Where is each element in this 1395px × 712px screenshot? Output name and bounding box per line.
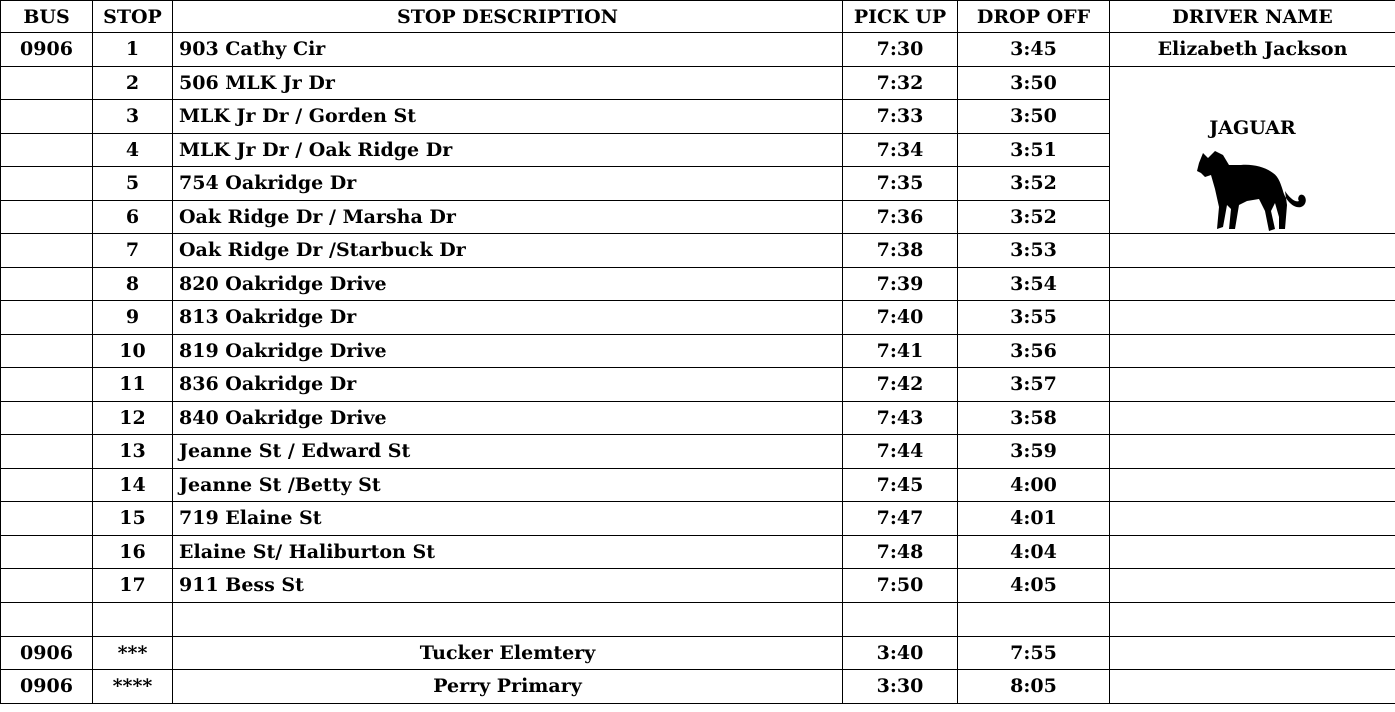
bus-cell <box>1 334 93 368</box>
stop-description: 819 Oakridge Drive <box>173 334 843 368</box>
stop-description: Jeanne St / Edward St <box>173 435 843 469</box>
driver-cell <box>1110 301 1395 335</box>
pick-up-time: 3:40 <box>843 636 958 670</box>
stop-number: 3 <box>93 100 173 134</box>
bus-cell <box>1 368 93 402</box>
bus-cell <box>1 569 93 603</box>
drop-off-time: 3:52 <box>958 167 1110 201</box>
stop-number: 8 <box>93 267 173 301</box>
stop-number: 1 <box>93 33 173 67</box>
driver-name: Elizabeth Jackson <box>1110 33 1395 67</box>
stop-description: 506 MLK Jr Dr <box>173 66 843 100</box>
bus-cell <box>1 100 93 134</box>
driver-cell <box>1110 535 1395 569</box>
pick-up-time: 3:30 <box>843 670 958 704</box>
stop-description: 813 Oakridge Dr <box>173 301 843 335</box>
drop-off-time: 4:05 <box>958 569 1110 603</box>
pick-up-time: 7:36 <box>843 200 958 234</box>
blank-row <box>1 602 1395 636</box>
stop-number: **** <box>93 670 173 704</box>
pick-up-time: 7:33 <box>843 100 958 134</box>
blank-cell <box>843 602 958 636</box>
driver-cell <box>1110 670 1395 704</box>
school-name: Tucker Elemtery <box>173 636 843 670</box>
drop-off-time: 3:52 <box>958 200 1110 234</box>
driver-cell <box>1110 569 1395 603</box>
stop-number: *** <box>93 636 173 670</box>
mascot-cell <box>1110 66 1395 139</box>
bus-cell <box>1 267 93 301</box>
blank-cell <box>173 602 843 636</box>
drop-off-time: 3:59 <box>958 435 1110 469</box>
bus-cell <box>1 234 93 268</box>
jaguar-icon <box>1193 145 1313 237</box>
table-row <box>1 435 1395 469</box>
driver-cell <box>1110 636 1395 670</box>
blank-cell <box>93 602 173 636</box>
stop-number: 4 <box>93 133 173 167</box>
stop-number: 9 <box>93 301 173 335</box>
drop-off-time: 4:01 <box>958 502 1110 536</box>
header-driver-name: DRIVER NAME <box>1110 1 1395 33</box>
pick-up-time: 7:34 <box>843 133 958 167</box>
header-row <box>1 1 1395 33</box>
pick-up-time: 7:47 <box>843 502 958 536</box>
pick-up-time: 7:30 <box>843 33 958 67</box>
stop-number: 13 <box>93 435 173 469</box>
stop-description: MLK Jr Dr / Gorden St <box>173 100 843 134</box>
table-row <box>1 234 1395 268</box>
drop-off-time: 3:50 <box>958 66 1110 100</box>
drop-off-time: 3:58 <box>958 401 1110 435</box>
bus-cell <box>1 401 93 435</box>
driver-cell <box>1110 368 1395 402</box>
table-row <box>1 301 1395 335</box>
drop-off-time: 3:53 <box>958 234 1110 268</box>
drop-off-time: 8:05 <box>958 670 1110 704</box>
blank-cell <box>1110 602 1395 636</box>
pick-up-time: 7:38 <box>843 234 958 268</box>
table-row <box>1 267 1395 301</box>
pick-up-time: 7:43 <box>843 401 958 435</box>
drop-off-time: 3:55 <box>958 301 1110 335</box>
bus-cell: 0906 <box>1 636 93 670</box>
drop-off-time: 3:50 <box>958 100 1110 134</box>
table-row <box>1 334 1395 368</box>
bus-cell <box>1 502 93 536</box>
header-bus: BUS <box>1 1 93 33</box>
bus-cell <box>1 200 93 234</box>
stop-description: MLK Jr Dr / Oak Ridge Dr <box>173 133 843 167</box>
school-row <box>1 670 1395 704</box>
stop-number: 7 <box>93 234 173 268</box>
mascot <box>1110 107 1395 237</box>
stop-rows <box>1 33 1395 704</box>
stop-description: 719 Elaine St <box>173 502 843 536</box>
pick-up-time: 7:44 <box>843 435 958 469</box>
driver-cell <box>1110 234 1395 268</box>
bus-cell <box>1 535 93 569</box>
bus-cell <box>1 468 93 502</box>
driver-cell <box>1110 468 1395 502</box>
stop-number: 10 <box>93 334 173 368</box>
header-pick-up: PICK UP <box>843 1 958 33</box>
drop-off-time: 3:51 <box>958 133 1110 167</box>
stop-description: 754 Oakridge Dr <box>173 167 843 201</box>
drop-off-time: 3:56 <box>958 334 1110 368</box>
stop-number: 14 <box>93 468 173 502</box>
pick-up-time: 7:39 <box>843 267 958 301</box>
stop-description: 911 Bess St <box>173 569 843 603</box>
stop-description: 836 Oakridge Dr <box>173 368 843 402</box>
table-row <box>1 535 1395 569</box>
school-row <box>1 636 1395 670</box>
pick-up-time: 7:40 <box>843 301 958 335</box>
stop-description: Oak Ridge Dr /Starbuck Dr <box>173 234 843 268</box>
drop-off-time: 3:54 <box>958 267 1110 301</box>
pick-up-time: 7:32 <box>843 66 958 100</box>
drop-off-time: 3:45 <box>958 33 1110 67</box>
header-stop-description: STOP DESCRIPTION <box>173 1 843 33</box>
drop-off-time: 7:55 <box>958 636 1110 670</box>
pick-up-time: 7:42 <box>843 368 958 402</box>
stop-number: 5 <box>93 167 173 201</box>
table-row <box>1 368 1395 402</box>
driver-cell <box>1110 502 1395 536</box>
bus-cell <box>1 66 93 100</box>
stop-number: 12 <box>93 401 173 435</box>
bus-cell: 0906 <box>1 670 93 704</box>
drop-off-time: 3:57 <box>958 368 1110 402</box>
header-stop: STOP <box>93 1 173 33</box>
pick-up-time: 7:45 <box>843 468 958 502</box>
bus-cell <box>1 435 93 469</box>
drop-off-time: 4:04 <box>958 535 1110 569</box>
driver-cell <box>1110 401 1395 435</box>
stop-number: 6 <box>93 200 173 234</box>
stop-description: 820 Oakridge Drive <box>173 267 843 301</box>
pick-up-time: 7:35 <box>843 167 958 201</box>
bus-cell <box>1 133 93 167</box>
blank-cell <box>1 602 93 636</box>
stop-number: 16 <box>93 535 173 569</box>
stop-description: Elaine St/ Haliburton St <box>173 535 843 569</box>
driver-cell <box>1110 334 1395 368</box>
mascot-label: JAGUAR <box>1209 116 1296 139</box>
table-row <box>1 502 1395 536</box>
stop-description: Jeanne St /Betty St <box>173 468 843 502</box>
driver-cell <box>1110 435 1395 469</box>
stop-description: 840 Oakridge Drive <box>173 401 843 435</box>
pick-up-time: 7:48 <box>843 535 958 569</box>
table-row <box>1 401 1395 435</box>
table-row <box>1 66 1395 100</box>
table-row <box>1 569 1395 603</box>
blank-cell <box>958 602 1110 636</box>
drop-off-time: 4:00 <box>958 468 1110 502</box>
stop-number: 2 <box>93 66 173 100</box>
stop-number: 15 <box>93 502 173 536</box>
driver-cell <box>1110 267 1395 301</box>
school-name: Perry Primary <box>173 670 843 704</box>
pick-up-time: 7:50 <box>843 569 958 603</box>
table-row <box>1 468 1395 502</box>
stop-number: 11 <box>93 368 173 402</box>
stop-description: Oak Ridge Dr / Marsha Dr <box>173 200 843 234</box>
pick-up-time: 7:41 <box>843 334 958 368</box>
bus-cell: 0906 <box>1 33 93 67</box>
table-row <box>1 33 1395 67</box>
bus-cell <box>1 167 93 201</box>
bus-cell <box>1 301 93 335</box>
header-drop-off: DROP OFF <box>958 1 1110 33</box>
stop-number: 17 <box>93 569 173 603</box>
stop-description: 903 Cathy Cir <box>173 33 843 67</box>
